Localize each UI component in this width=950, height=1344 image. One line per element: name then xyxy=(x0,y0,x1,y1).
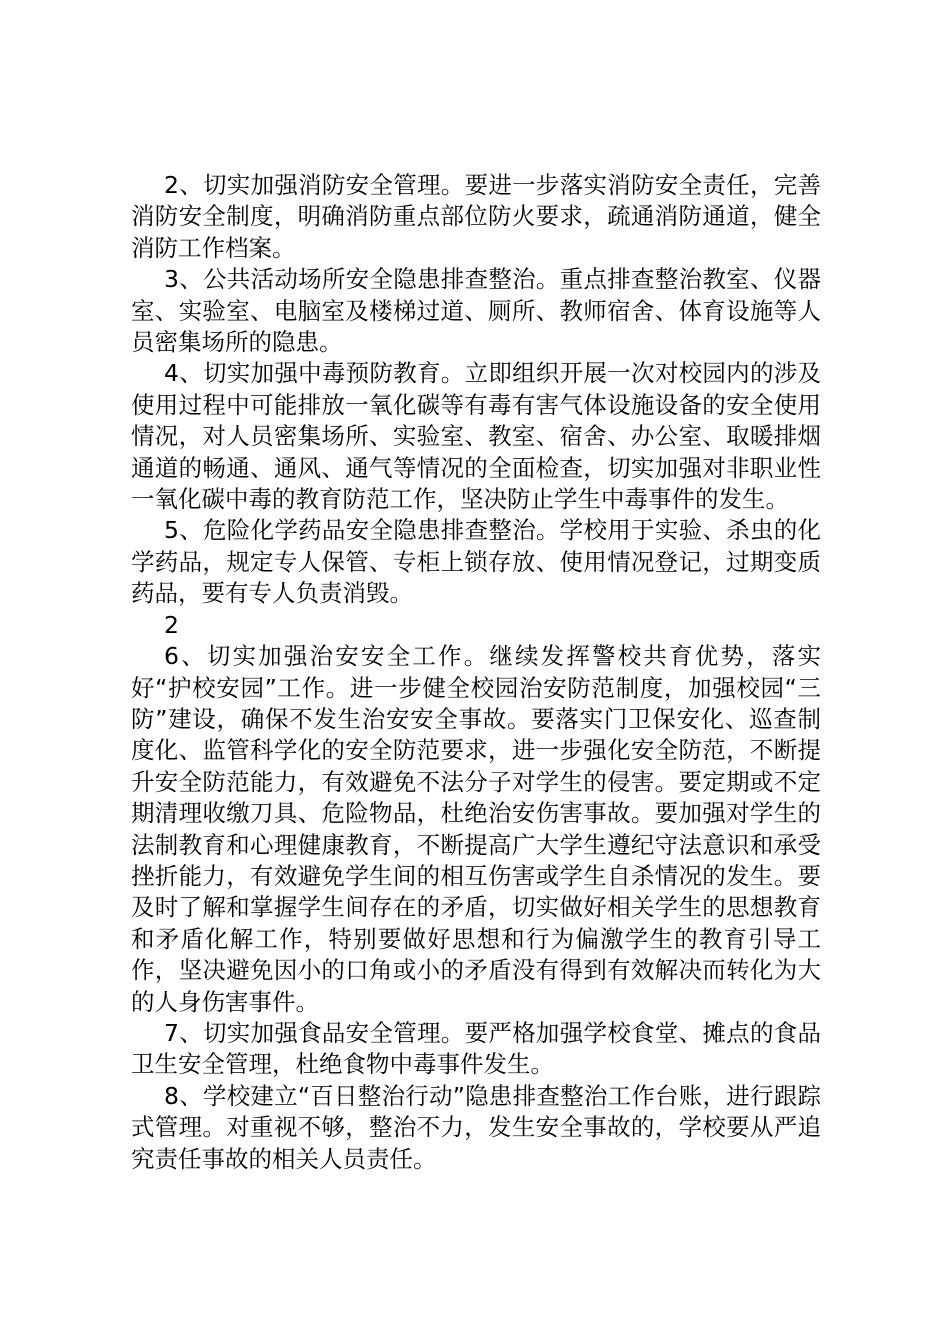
paragraph-public-security: 6、切实加强治安安全工作。继续发挥警校共育优势，落实好“护校安园”工作。进一步健全校园治安防范制度，加强校园“三防”建设，确保不发生治安安全事故。要落实门卫保安化、巡查制度化、监管科学化的安全防范要求，进一步强化安全防范，不断提升安全防范能力，有效避免不法分子对学生的侵害。要定期或不定期清理收缴刀具、危险物品，杜绝治安伤害事故。要加强对学生的法制教育和心理健康教育，不断提高广大学生遵纪守法意识和承受挫折能力，有效避免学生间的相互伤害或学生自杀情况的发生。要及时了解和掌握学生间存在的矛盾，切实做好相关学生的思想教育和矛盾化解工作，特别要做好思想和行为偏激学生的教育引导工作，坚决避免因小的口角或小的矛盾没有得到有效解决而转化为大的人身伤害事件。 xyxy=(131,642,821,1016)
page-number: 2 xyxy=(164,610,179,639)
paragraph-hundred-day-ledger: 8、学校建立“百日整治行动”隐患排查整治工作台账，进行跟踪式管理。对重视不够，整治不力，发生安全事故的，学校要从严追究责任事故的相关人员责任。 xyxy=(131,1081,821,1173)
paragraph-public-venues: 3、公共活动场所安全隐患排查整治。重点排查整治教室、仪器室、实验室、电脑室及楼梯过道、厕所、教师宿舍、体育设施等人员密集场所的隐患。 xyxy=(131,265,821,357)
document-body xyxy=(131,170,821,1175)
paragraph-poisoning-prevention: 4、切实加强中毒预防教育。立即组织开展一次对校园内的涉及使用过程中可能排放一氧化碳等有毒有害气体设施设备的安全使用情况，对人员密集场所、实验室、教室、宿舍、办公室、取暖排烟通道的畅通、通风、通气等情况的全面检查，切实加强对非职业性一氧化碳中毒的教育防范工作，坚决防止学生中毒事件的发生。 xyxy=(131,359,821,514)
paragraph-hazardous-chemicals: 5、危险化学药品安全隐患排查整治。学校用于实验、杀虫的化学药品，规定专人保管、专柜上锁存放、使用情况登记，过期变质药品，要有专人负责消毁。 xyxy=(131,516,821,608)
paragraph-fire-safety: 2、切实加强消防安全管理。要进一步落实消防安全责任，完善消防安全制度，明确消防重点部位防火要求，疏通消防通道，健全消防工作档案。 xyxy=(131,171,821,262)
paragraph-food-safety: 7、切实加强食品安全管理。要严格加强学校食堂、摊点的食品卫生安全管理，杜绝食物中毒事件发生。 xyxy=(131,1018,821,1079)
